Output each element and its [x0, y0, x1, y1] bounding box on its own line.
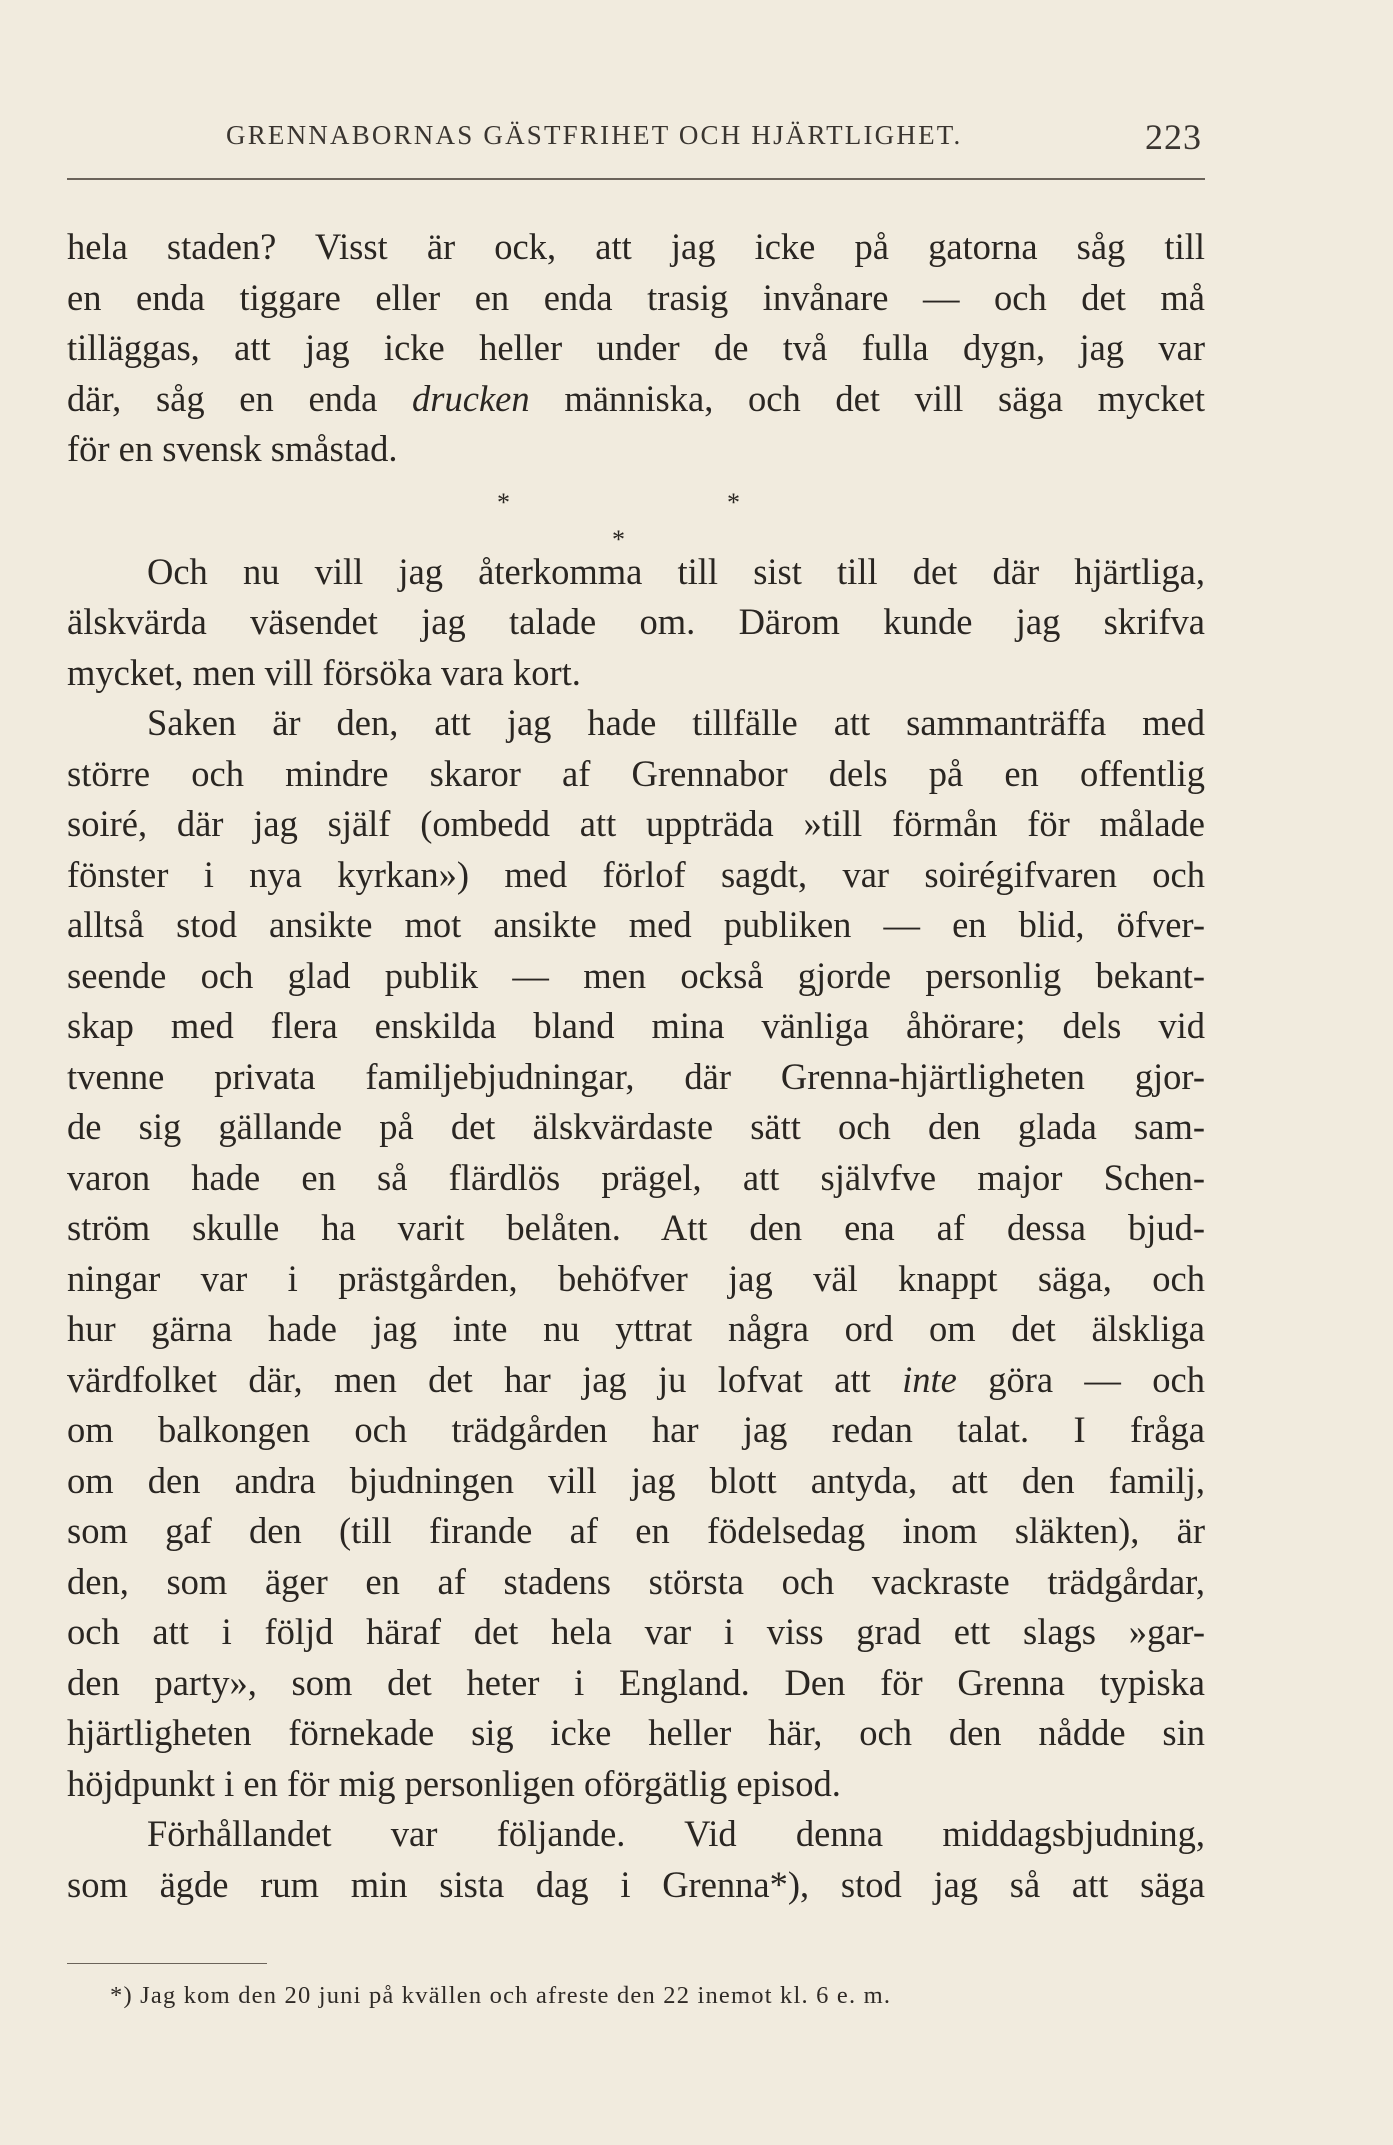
text-line: älskvärda väsendet jag talade om. Därom kunde jag skrifva — [67, 601, 1205, 642]
text-line: höjdpunkt i en för mig personligen oförgätlig episod. — [67, 1762, 841, 1804]
body-text — [67, 222, 1205, 1910]
text-line: soiré, där jag själf (ombedd att uppträda »till förmån för målade — [67, 803, 1205, 844]
text-line: mycket, men vill försöka vara kort. — [67, 651, 581, 693]
asterisk: * — [727, 487, 740, 517]
text-line — [67, 1355, 1205, 1406]
text-line: som ägde rum min sista dag i Grenna*), stod jag så att säga — [67, 1863, 1205, 1905]
text-segment: göra — och — [988, 1358, 1205, 1400]
running-head — [0, 117, 1393, 160]
text-line: tvenne privata familjebjudningar, där Grenna-hjärtligheten gjor- — [67, 1055, 1205, 1097]
text-line: och att i följd häraf det hela var i viss grad ett slags »gar- — [67, 1611, 1205, 1652]
text-line: den, som äger en af stadens största och vackraste trädgårdar, — [67, 1560, 1205, 1602]
text-line: varon hade en så flärdlös prägel, att självfve major Schen- — [67, 1156, 1205, 1198]
asterisk: * — [497, 487, 510, 517]
text-line: för en svensk småstad. — [67, 428, 398, 469]
text-line: större och mindre skaror af Grennabor dels på en offentlig — [67, 752, 1205, 794]
text-line: Förhållandet var följande. Vid denna middagsbjudning, — [147, 1813, 1205, 1854]
text-line: ningar var i prästgården, behöfver jag väl knappt säga, och — [67, 1257, 1205, 1299]
text-line: en enda tiggare eller en enda trasig invånare — och det må — [67, 276, 1205, 318]
page-number: 223 — [1145, 117, 1202, 157]
text-segment: människa, och det vill säga mycket — [564, 377, 1205, 419]
text-segment: där, såg en enda — [67, 377, 378, 419]
italic-word: drucken — [412, 377, 530, 419]
text-line: seende och glad publik — men också gjorde personlig bekant- — [67, 954, 1205, 996]
text-line: Och nu vill jag återkomma till sist till det där hjärtliga, — [147, 550, 1205, 592]
running-title: GRENNABORNAS GÄSTFRIHET OCH HJÄRTLIGHET. — [226, 120, 963, 150]
footnote: *) Jag kom den 20 juni på kvällen och afreste den 22 inemot kl. 6 e. m. — [110, 1982, 892, 2009]
asterisk: * — [612, 524, 625, 554]
text-line: hjärtligheten förnekade sig icke heller här, och den nådde sin — [67, 1712, 1205, 1753]
text-line: som gaf den (till firande af en födelsedag inom släkten), är — [67, 1510, 1205, 1551]
text-line — [67, 374, 1205, 425]
text-line: om balkongen och trädgården har jag redan talat. I fråga — [67, 1409, 1205, 1450]
italic-word: inte — [902, 1358, 957, 1400]
text-line: ström skulle ha varit belåten. Att den ena af dessa bjud- — [67, 1207, 1205, 1248]
text-segment: värdfolket där, men det har jag ju lofvat att — [67, 1358, 871, 1400]
text-line: tilläggas, att jag icke heller under de två fulla dygn, jag var — [67, 327, 1205, 368]
text-line: fönster i nya kyrkan») med förlof sagdt, var soirégifvaren och — [67, 853, 1205, 895]
text-line: Saken är den, att jag hade tillfälle att sammanträffa med — [147, 702, 1205, 743]
text-line: hela staden? Visst är ock, att jag icke på gatorna såg till — [67, 226, 1205, 267]
text-line: alltså stod ansikte mot ansikte med publiken — en blid, öfver- — [67, 904, 1205, 945]
text-line: om den andra bjudningen vill jag blott antyda, att den familj, — [67, 1459, 1205, 1501]
text-line: hur gärna hade jag inte nu yttrat några ord om det älskliga — [67, 1308, 1205, 1349]
text-line: de sig gällande på det älskvärdaste sätt och den glada sam- — [67, 1106, 1205, 1147]
text-line: skap med flera enskilda bland mina vänliga åhörare; dels vid — [67, 1005, 1205, 1046]
text-line: den party», som det heter i England. Den för Grenna typiska — [67, 1661, 1205, 1703]
footnote-rule — [67, 1963, 267, 1964]
asterism-divider — [67, 475, 1205, 554]
header-rule — [67, 178, 1205, 180]
